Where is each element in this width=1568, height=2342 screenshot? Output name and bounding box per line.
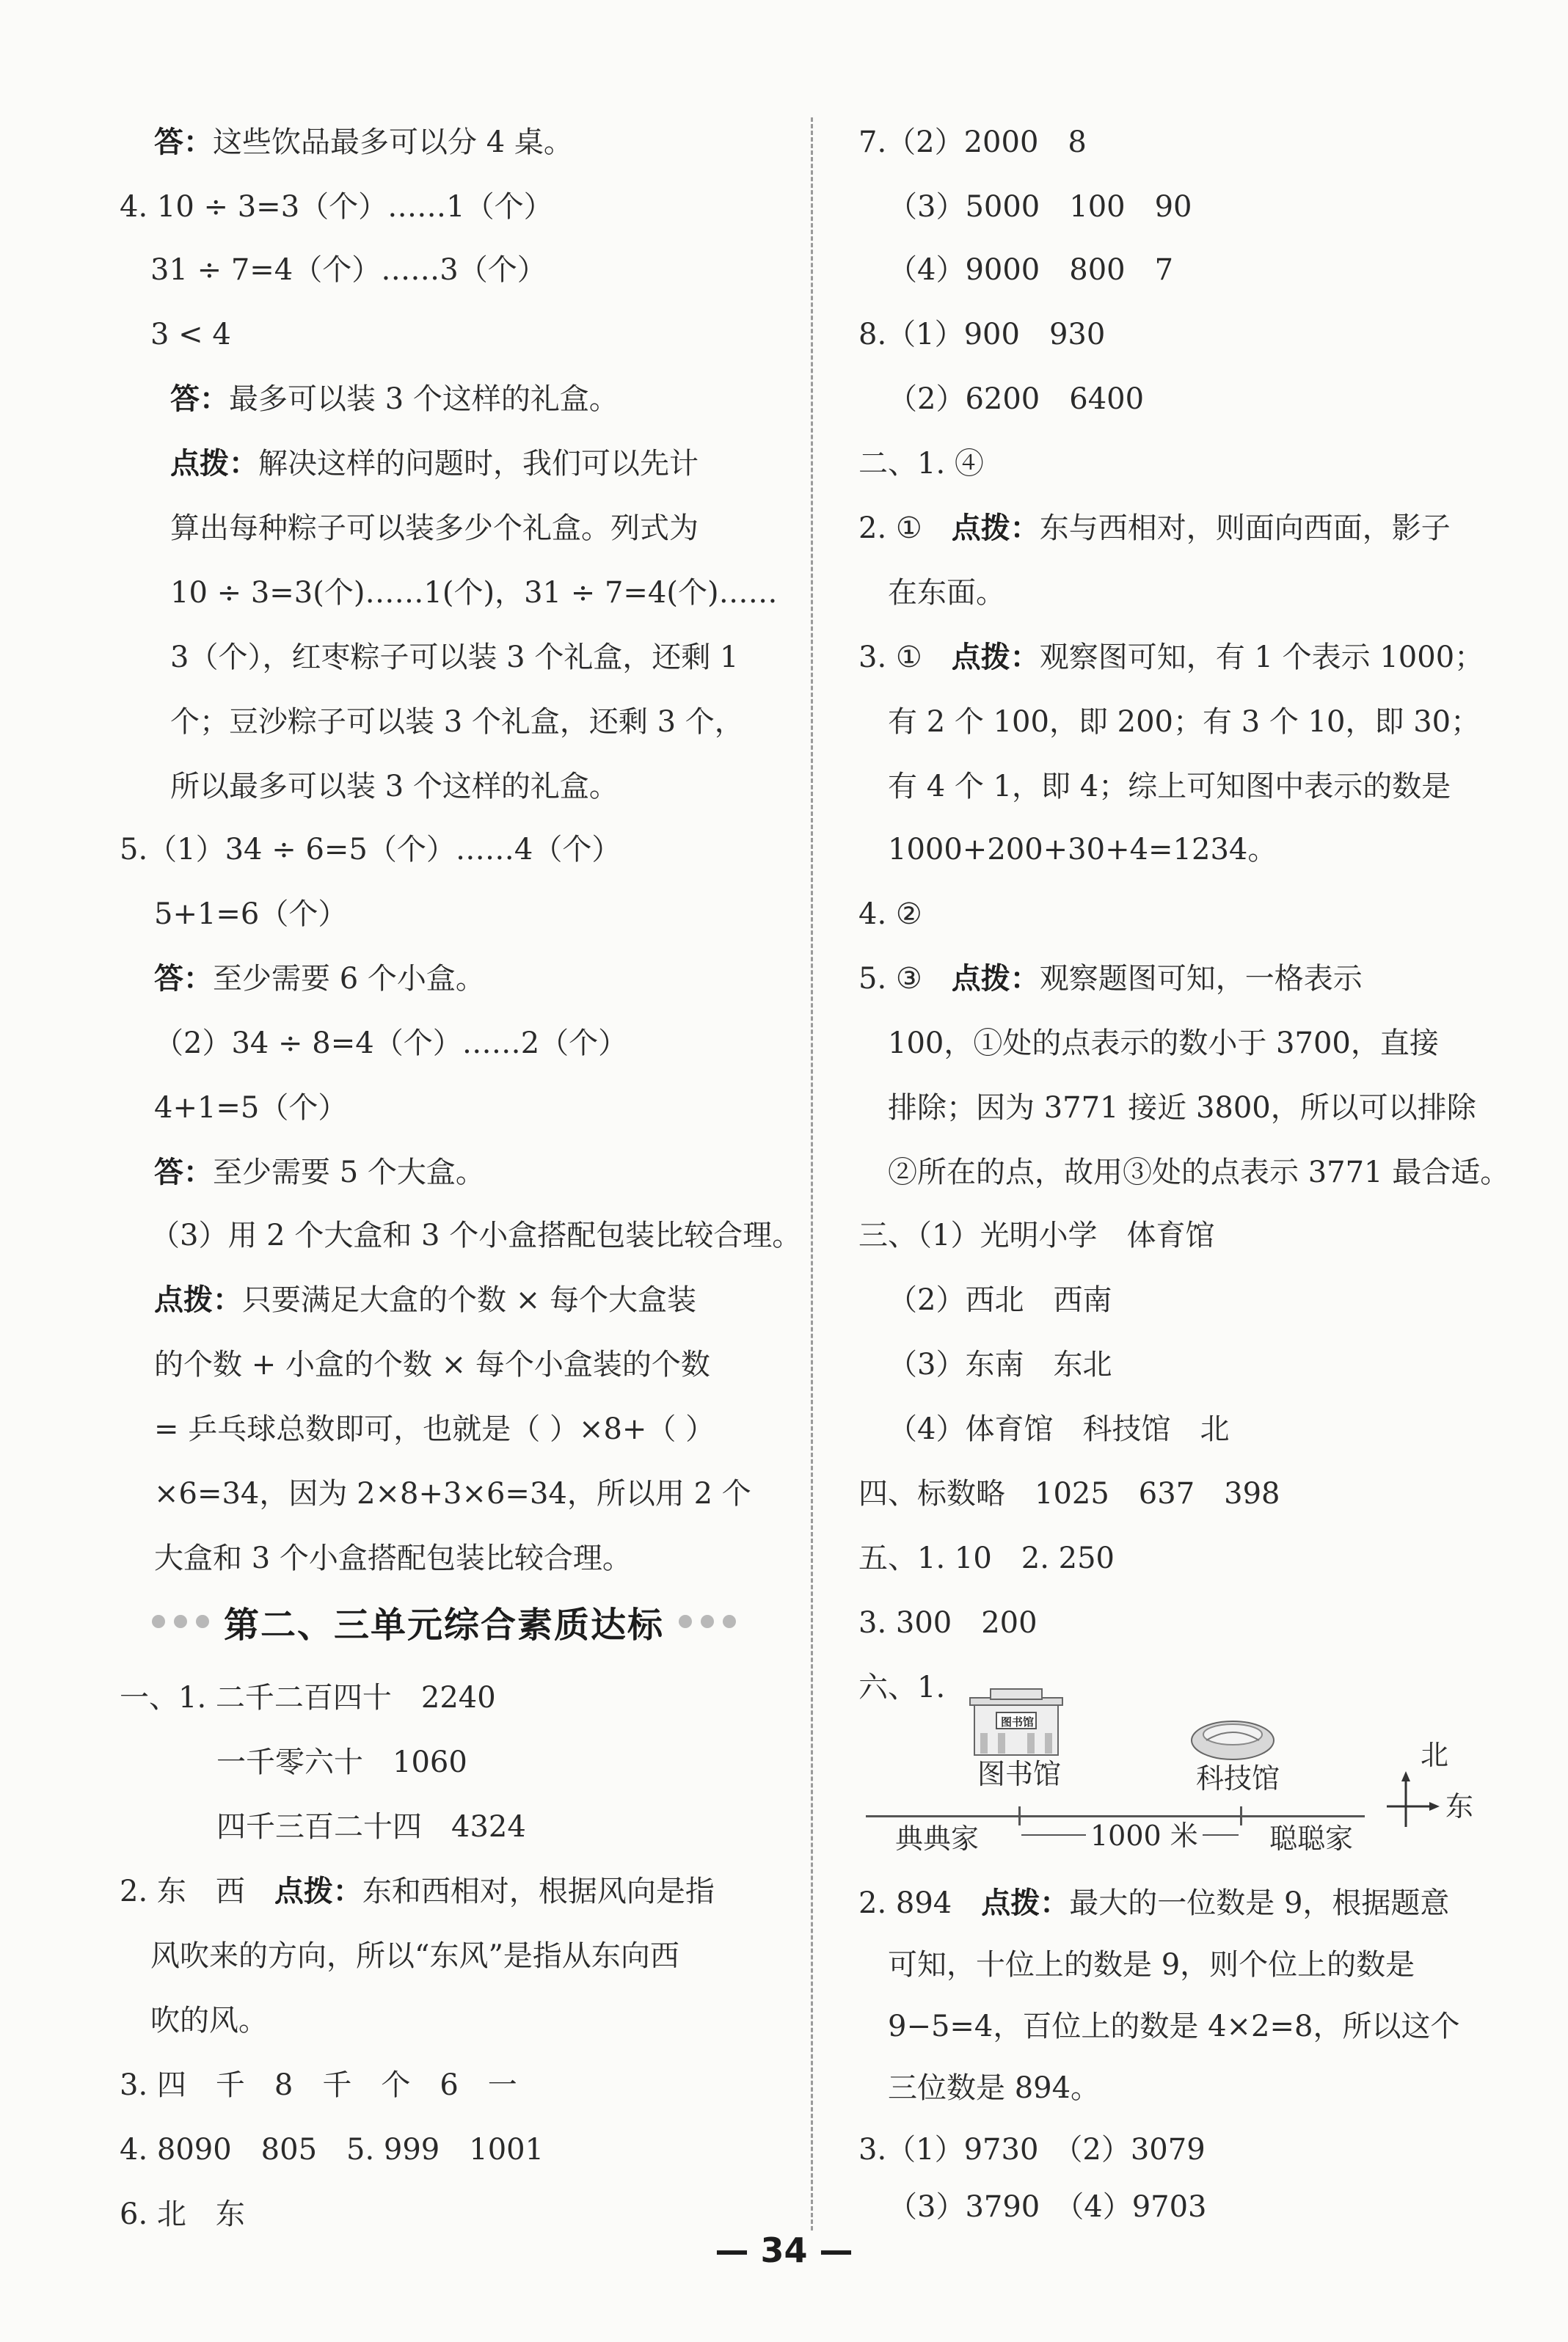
text-line: （3）东南 东北 [888, 1348, 1112, 1382]
text-line: （2）西北 西南 [888, 1283, 1112, 1317]
text-line: 在东面。 [888, 576, 1005, 610]
text-line: 算出每种粽子可以装多少个礼盒。列式为 [170, 511, 699, 545]
text-line: 8.（1）900 930 [858, 318, 1106, 351]
text-line: 一千零六十 1060 [216, 1745, 467, 1779]
column-divider [811, 117, 813, 2230]
text-line: 4+1=5（个） [154, 1091, 348, 1125]
text-line: 3.（1）9730 （2）3079 [858, 2133, 1206, 2167]
text-line: 3. ① 点拨：观察图可知，有 1 个表示 1000； [858, 641, 1484, 674]
science-museum-label: 科技馆 [1196, 1762, 1280, 1795]
text-line: 10 ÷ 3=3(个)……1(个)，31 ÷ 7=4(个)…… [170, 576, 778, 610]
text-line: （3）5000 100 90 [888, 190, 1192, 224]
text-line: 有 4 个 1，即 4；综上可知图中表示的数是 [888, 770, 1451, 803]
text-line: 6. 北 东 [120, 2197, 245, 2231]
text-line: 3（个），红枣粽子可以装 3 个礼盒，还剩 1 [170, 641, 739, 674]
text-line: 二、1. ④ [858, 447, 984, 481]
text-line: （2）6200 6400 [888, 382, 1145, 416]
text-line: 5.（1）34 ÷ 6=5（个）……4（个） [120, 833, 621, 867]
text-line: 答：最多可以装 3 个这样的礼盒。 [170, 382, 619, 416]
text-line: 4. 10 ÷ 3=3（个）……1（个） [120, 190, 553, 224]
text-line: 四千三百二十四 4324 [216, 1810, 526, 1844]
text-line: 六、1. [858, 1671, 946, 1704]
text-line: 排除；因为 3771 接近 3800，所以可以排除 [888, 1091, 1476, 1125]
text-line: 2. ① 点拨：东与西相对，则面向西面，影子 [858, 511, 1451, 545]
text-line: 三位数是 894。 [888, 2071, 1101, 2105]
text-line: 有 2 个 100，即 200；有 3 个 10，即 30； [888, 705, 1481, 739]
text-line: 风吹来的方向，所以“东风”是指从东向西 [150, 1939, 679, 1973]
text-line: 点拨：解决这样的问题时，我们可以先计 [170, 447, 699, 481]
text-line: 可知，十位上的数是 9，则个位上的数是 [888, 1948, 1415, 1982]
text-line: ×6=34，因为 2×8+3×6=34，所以用 2 个 [154, 1477, 751, 1511]
text-line: 答：这些饮品最多可以分 4 桌。 [154, 125, 573, 159]
text-line: 1000+200+30+4=1234。 [888, 833, 1277, 867]
text-line: 3 < 4 [150, 318, 231, 351]
text-line: 100，①处的点表示的数小于 3700，直接 [888, 1026, 1439, 1060]
section-title [128, 1596, 759, 1647]
tick-mark [1018, 1806, 1021, 1825]
text-line: 4. 8090 805 5. 999 1001 [120, 2133, 544, 2167]
left-end-label: 典典家 [895, 1823, 980, 1855]
page-number: — 34 — [715, 2230, 853, 2270]
distance-label: 1000 米 [1086, 1820, 1203, 1852]
text-line: 的个数 + 小盒的个数 × 每个小盒装的个数 [154, 1348, 710, 1382]
text-line: （3）3790 （4）9703 [888, 2190, 1207, 2224]
text-line: ②所在的点，故用③处的点表示 3771 最合适。 [888, 1156, 1510, 1189]
text-line: = 乒乓球总数即可，也就是（ ）×8+（ ） [154, 1412, 715, 1446]
text-line: 四、标数略 1025 637 398 [858, 1477, 1280, 1511]
text-line: 9−5=4，百位上的数是 4×2=8，所以这个 [888, 2010, 1460, 2043]
text-line: 31 ÷ 7=4（个）……3（个） [150, 253, 547, 287]
text-line: 5. ③ 点拨：观察题图可知，一格表示 [858, 962, 1363, 996]
text-line: 答：至少需要 6 个小盒。 [154, 962, 485, 996]
section-title-text: 第二、三单元综合素质达标 [223, 1604, 664, 1646]
text-line: 大盒和 3 个小盒搭配包装比较合理。 [154, 1542, 632, 1575]
library-sign: 图书馆 [1001, 1715, 1035, 1729]
text-line: （4）9000 800 7 [888, 253, 1174, 287]
compass-icon [1387, 1768, 1445, 1834]
text-line: 答：至少需要 5 个大盒。 [154, 1156, 485, 1189]
text-line: 个；豆沙粽子可以装 3 个礼盒，还剩 3 个， [170, 705, 744, 739]
east-label: 东 [1445, 1790, 1474, 1823]
decorative-dots [679, 1615, 736, 1628]
text-line: 点拨：只要满足大盒的个数 × 每个大盒装 [154, 1283, 696, 1317]
text-line: 五、1. 10 2. 250 [858, 1542, 1115, 1575]
text-line: 3. 四 千 8 千 个 6 一 [120, 2068, 517, 2102]
text-line: 吹的风。 [150, 2004, 268, 2038]
north-label: 北 [1421, 1739, 1449, 1771]
text-line: （4）体育馆 科技馆 北 [888, 1412, 1230, 1446]
road-line [866, 1815, 1365, 1817]
text-line: 3. 300 200 [858, 1606, 1038, 1640]
text-line: 2. 894 点拨：最大的一位数是 9，根据题意 [858, 1886, 1450, 1920]
map-figure [858, 1680, 1504, 1871]
science-museum-icon [1189, 1711, 1277, 1762]
text-line: 2. 东 西 点拨：东和西相对，根据风向是指 [120, 1875, 715, 1908]
text-line: 7.（2）2000 8 [858, 125, 1087, 159]
library-label: 图书馆 [977, 1758, 1062, 1790]
text-line: （2）34 ÷ 8=4（个）……2（个） [154, 1026, 628, 1060]
tick-mark [1240, 1806, 1242, 1825]
text-line: 所以最多可以装 3 个这样的礼盒。 [170, 770, 619, 803]
text-line: 4. ② [858, 897, 922, 931]
text-line: 5+1=6（个） [154, 897, 348, 931]
decorative-dots [152, 1615, 209, 1628]
right-end-label: 聪聪家 [1269, 1823, 1354, 1855]
text-line: （3）用 2 个大盒和 3 个小盒搭配包装比较合理。 [150, 1219, 802, 1252]
text-line: 一、1. 二千二百四十 2240 [120, 1681, 496, 1715]
text-line: 三、（1）光明小学 体育馆 [858, 1219, 1215, 1252]
